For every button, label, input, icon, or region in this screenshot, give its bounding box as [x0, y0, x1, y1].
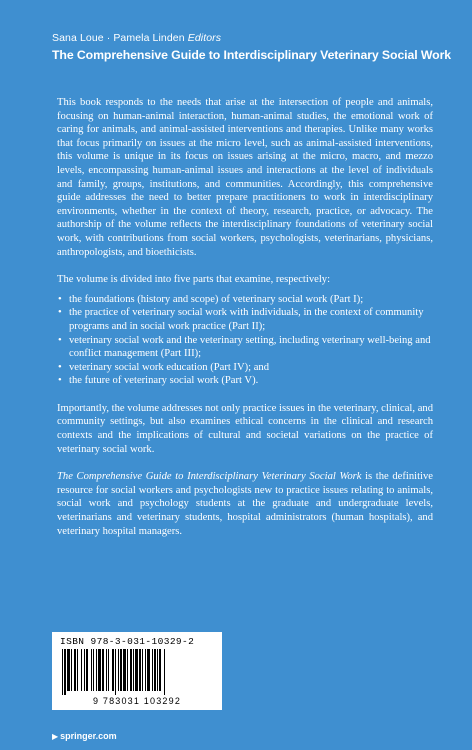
- list-item: • the future of veterinary social work (Part V).: [69, 374, 433, 388]
- book-title-italic: The Comprehensive Guide to Interdisciplinary Veterinary Social Work: [57, 471, 362, 483]
- publisher-url: springer.com: [60, 731, 117, 741]
- list-item: • veterinary social work and the veterinary setting, including veterinary well-being and conflict management (Part III);: [69, 334, 433, 361]
- blurb-paragraph-4: [57, 470, 433, 538]
- editors-names: Sana Loue · Pamela Linden: [52, 32, 185, 44]
- list-intro: The volume is divided into five parts that examine, respectively:: [57, 274, 331, 286]
- editors-role: Editors: [187, 32, 222, 44]
- list-item: • the foundations (history and scope) of veterinary social work (Part I);: [69, 293, 433, 307]
- publisher-link[interactable]: [52, 731, 117, 741]
- book-title: The Comprehensive Guide to Interdisciplinary Veterinary Social Work: [52, 48, 451, 62]
- isbn-number: ISBN 978-3-031-10329-2: [60, 636, 195, 647]
- blurb: [57, 96, 433, 552]
- list-item: • the practice of veterinary social work with individuals, in the context of community programs and in social work practice (Part II);: [69, 306, 433, 333]
- blurb-paragraph-4-text: is the definitive resource for social workers and psychologists new to practice issues relating to animals, social work and psychology students at the graduate and undergraduate levels, veterinarians and veterinary students, hospital administrators (human hospitals), and veterinary hospital managers.: [57, 471, 433, 537]
- parts-list: [57, 293, 433, 388]
- isbn-barcode: [52, 632, 222, 710]
- list-item: • veterinary social work education (Part IV); and: [69, 361, 433, 375]
- editors-line: [52, 32, 221, 44]
- blurb-paragraph-1: This book responds to the needs that arise at the intersection of people and animals, focusing on human-animal interaction, human-animal studies, the emotional work of caring for animals, and animal-assisted interventions and therapies. Unlike many works that focus primarily on issues at the micro level, such as animal-assisted interventions, this volume is unique in its focus on issues arising at the micro, macro, and mezzo levels, encompassing human-animal issues and interactions at the level of individuals and family, groups, institutions, and communities. Accordingly, this comprehensive guide addresses the need to better prepare practitioners to work in interdisciplinary environments, whether in the context of theory, research, practice, or advocacy. The authorship of the volume reflects the interdisciplinary foundations of veterinary social work, with contributions from social workers, psychologists, veterinarians, physicians, anthropologists, and bioethicists.: [57, 97, 433, 258]
- barcode-digits: 9 783031 103292: [92, 696, 182, 706]
- barcode-icon: [60, 649, 214, 695]
- arrow-right-icon: ▶: [52, 732, 59, 741]
- blurb-paragraph-3: Importantly, the volume addresses not only practice issues in the veterinary, clinical, and community settings, but also examines ethical concerns in the clinical and research contexts and the implications of cultural and societal variations on the practice of veterinary social work.: [57, 402, 433, 455]
